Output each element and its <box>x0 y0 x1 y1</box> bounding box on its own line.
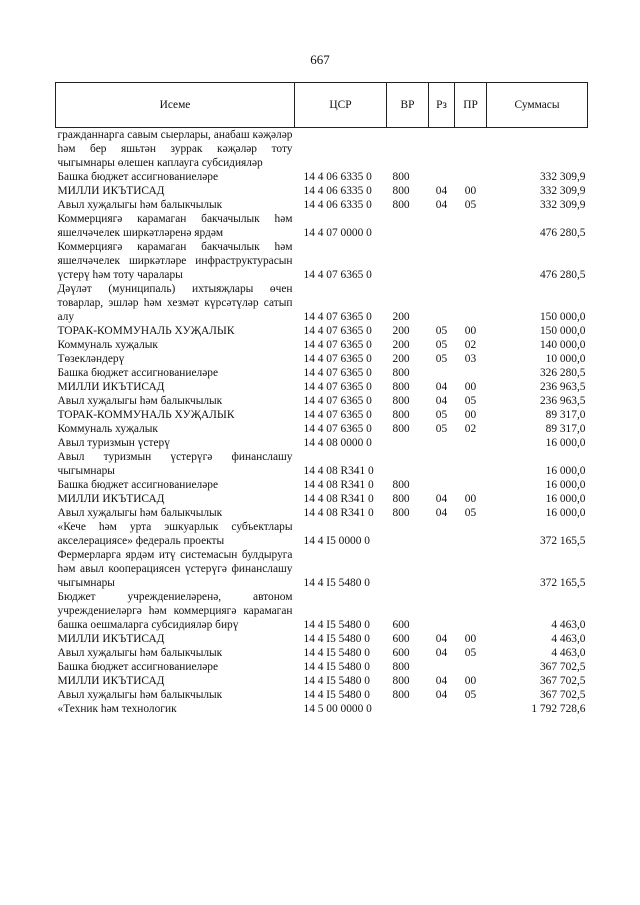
row-name: МИЛЛИ ИКЪТИСАД <box>57 493 165 505</box>
header-csr: ЦСР <box>295 83 387 128</box>
table-row <box>56 212 588 240</box>
row-rz <box>429 520 455 548</box>
row-sum: 326 280,5 <box>539 367 586 379</box>
row-rz: 05 <box>435 423 448 435</box>
table-row <box>56 548 588 590</box>
table-row <box>56 394 588 408</box>
row-rz <box>429 128 455 171</box>
table-row <box>56 520 588 548</box>
row-sum: 236 963,5 <box>539 381 586 393</box>
row-rz: 05 <box>435 325 448 337</box>
row-csr: 14 4 I5 5480 0 <box>303 647 370 659</box>
page-number: 667 <box>310 52 330 67</box>
row-sum: 10 000,0 <box>545 353 586 365</box>
row-rz <box>429 450 455 478</box>
row-sum: 16 000,0 <box>545 493 586 505</box>
row-csr: 14 4 08 R341 0 <box>303 507 374 519</box>
row-csr: 14 4 07 6365 0 <box>303 325 372 337</box>
row-csr: 14 4 07 6365 0 <box>303 339 372 351</box>
row-vr: 800 <box>392 409 410 421</box>
row-vr <box>387 212 429 240</box>
table-row <box>56 688 588 702</box>
row-csr: 14 4 I5 0000 0 <box>303 535 370 547</box>
row-pr: 05 <box>464 395 477 407</box>
row-name: МИЛЛИ ИКЪТИСАД <box>57 675 165 687</box>
row-vr <box>387 436 429 450</box>
row-sum: 372 165,5 <box>539 535 586 547</box>
row-name: «Техник һәм технологик <box>57 703 177 715</box>
row-pr <box>455 660 487 674</box>
row-rz: 05 <box>435 409 448 421</box>
row-rz: 04 <box>435 647 448 659</box>
row-csr: 14 4 07 6365 0 <box>303 367 372 379</box>
row-sum <box>487 128 588 171</box>
row-rz <box>429 478 455 492</box>
row-sum: 4 463,0 <box>551 633 586 645</box>
row-sum: 16 000,0 <box>545 437 586 449</box>
row-rz <box>429 240 455 282</box>
row-name: Коммуналь хуҗалык <box>57 423 158 435</box>
row-csr: 14 5 00 0000 0 <box>303 703 372 715</box>
row-csr: 14 4 06 6335 0 <box>303 171 372 183</box>
row-pr: 02 <box>464 339 477 351</box>
row-vr: 800 <box>392 199 410 211</box>
row-vr: 200 <box>392 325 410 337</box>
row-vr: 800 <box>392 395 410 407</box>
table-row <box>56 170 588 184</box>
row-sum: 332 309,9 <box>539 199 586 211</box>
row-sum: 236 963,5 <box>539 395 586 407</box>
table-body <box>56 128 588 717</box>
row-vr: 800 <box>392 381 410 393</box>
row-pr <box>455 212 487 240</box>
row-csr: 14 4 07 6365 0 <box>303 269 372 281</box>
row-csr: 14 4 I5 5480 0 <box>303 661 370 673</box>
row-vr <box>387 520 429 548</box>
row-vr <box>387 240 429 282</box>
row-vr: 800 <box>392 185 410 197</box>
row-name: МИЛЛИ ИКЪТИСАД <box>57 185 165 197</box>
row-pr: 02 <box>464 423 477 435</box>
row-sum: 140 000,0 <box>539 339 586 351</box>
row-pr <box>455 590 487 632</box>
table-row <box>56 632 588 646</box>
table-row <box>56 646 588 660</box>
row-name: «Кече һәм урта эшкуарлык субъектлары акселерациясе» федераль проекты <box>57 521 293 547</box>
row-rz <box>429 366 455 380</box>
row-pr: 00 <box>464 675 477 687</box>
table-row <box>56 366 588 380</box>
row-vr: 800 <box>392 675 410 687</box>
row-vr: 200 <box>392 353 410 365</box>
row-rz: 04 <box>435 199 448 211</box>
row-rz: 04 <box>435 493 448 505</box>
table-row <box>56 240 588 282</box>
row-pr: 00 <box>464 325 477 337</box>
row-vr: 200 <box>392 339 410 351</box>
row-vr: 800 <box>392 171 410 183</box>
header-pr: ПР <box>455 83 487 128</box>
row-name: Авыл хуҗалыгы һәм балыкчылык <box>57 689 223 701</box>
row-sum: 372 165,5 <box>539 577 586 589</box>
row-csr: 14 4 07 6365 0 <box>303 423 372 435</box>
row-vr: 800 <box>392 689 410 701</box>
row-rz <box>429 548 455 590</box>
table-row <box>56 282 588 324</box>
row-sum: 16 000,0 <box>545 507 586 519</box>
row-rz <box>429 212 455 240</box>
row-name: Төзекләндерү <box>57 353 125 365</box>
row-sum: 89 317,0 <box>545 423 586 435</box>
row-name: Авыл хуҗалыгы һәм балыкчылык <box>57 507 223 519</box>
header-vr: ВР <box>387 83 429 128</box>
row-name: Башка бюджет ассигнованиеләре <box>57 171 219 183</box>
row-vr: 600 <box>392 647 410 659</box>
row-csr: 14 4 I5 5480 0 <box>303 577 370 589</box>
row-sum: 89 317,0 <box>545 409 586 421</box>
row-vr: 800 <box>392 367 410 379</box>
row-rz: 04 <box>435 381 448 393</box>
row-vr: 200 <box>392 311 410 323</box>
row-name: Авыл хуҗалыгы һәм балыкчылык <box>57 199 223 211</box>
row-rz: 04 <box>435 633 448 645</box>
table-row <box>56 408 588 422</box>
row-name: Башка бюджет ассигнованиеләре <box>57 661 219 673</box>
row-pr <box>455 366 487 380</box>
row-pr <box>455 478 487 492</box>
table-row <box>56 128 588 171</box>
row-name: Коммерциягә карамаган бакчачылык һәм яшелчәчелек ширкәтләре инфраструктурасын үстерү һәм тоту чаралары <box>57 241 293 281</box>
row-pr <box>455 436 487 450</box>
row-sum: 332 309,9 <box>539 185 586 197</box>
row-name: Авыл хуҗалыгы һәм балыкчылык <box>57 395 223 407</box>
table-header <box>56 83 588 128</box>
header-rz: Рз <box>429 83 455 128</box>
table-row <box>56 702 588 716</box>
table-row <box>56 590 588 632</box>
row-sum: 476 280,5 <box>539 269 586 281</box>
row-name: гражданнарга савым сыерлары, анабаш кәҗәләр һәм бер яшьтән зуррак кәҗәләр тоту чыгымнары өлешен каплауга субсидияләр <box>57 129 293 169</box>
row-vr: 800 <box>392 493 410 505</box>
row-csr: 14 4 I5 5480 0 <box>303 619 370 631</box>
row-rz: 04 <box>435 395 448 407</box>
row-pr: 00 <box>464 185 477 197</box>
row-pr: 00 <box>464 381 477 393</box>
table-row <box>56 478 588 492</box>
table-row <box>56 338 588 352</box>
row-sum: 367 702,5 <box>539 661 586 673</box>
row-pr: 03 <box>464 353 477 365</box>
header-name: Исеме <box>56 83 295 128</box>
table-row <box>56 324 588 338</box>
row-pr <box>455 128 487 171</box>
row-pr <box>455 450 487 478</box>
row-name: Фермерларга ярдәм итү системасын булдыруга һәм авыл кооперациясен үстерүгә финанслашу чыгымнары <box>57 549 293 589</box>
table-row <box>56 674 588 688</box>
row-rz: 04 <box>435 507 448 519</box>
row-name: МИЛЛИ ИКЪТИСАД <box>57 381 165 393</box>
row-name: Башка бюджет ассигнованиеләре <box>57 479 219 491</box>
row-csr: 14 4 06 6335 0 <box>303 199 372 211</box>
table-row <box>56 436 588 450</box>
row-csr: 14 4 07 6365 0 <box>303 353 372 365</box>
row-pr: 05 <box>464 507 477 519</box>
row-pr: 05 <box>464 647 477 659</box>
row-name: Авыл туризмын үстерү <box>57 437 170 449</box>
row-rz: 04 <box>435 675 448 687</box>
row-csr: 14 4 08 0000 0 <box>303 437 372 449</box>
row-sum: 16 000,0 <box>545 479 586 491</box>
row-name: ТОРАК-КОММУНАЛЬ ХУҖАЛЫК <box>57 325 235 337</box>
row-name: ТОРАК-КОММУНАЛЬ ХУҖАЛЫК <box>57 409 235 421</box>
table-row <box>56 660 588 674</box>
row-csr: 14 4 08 R341 0 <box>303 493 374 505</box>
row-pr <box>455 548 487 590</box>
row-name: Коммуналь хуҗалык <box>57 339 158 351</box>
row-sum: 476 280,5 <box>539 227 586 239</box>
row-rz <box>429 660 455 674</box>
row-csr <box>295 128 387 171</box>
row-vr <box>387 548 429 590</box>
row-rz: 04 <box>435 185 448 197</box>
row-vr <box>387 128 429 171</box>
row-name: Бюджет учреждениеләренә, автоном учреждениеләргә һәм коммерциягә карамаган башка оешмаларга субсидияләр бирү <box>57 591 293 631</box>
table-row <box>56 380 588 394</box>
row-vr: 800 <box>392 479 410 491</box>
row-name: Башка бюджет ассигнованиеләре <box>57 367 219 379</box>
row-vr: 800 <box>392 661 410 673</box>
row-csr: 14 4 08 R341 0 <box>303 479 374 491</box>
table-row <box>56 422 588 436</box>
row-vr <box>387 702 429 716</box>
row-csr: 14 4 08 R341 0 <box>303 465 374 477</box>
row-vr: 600 <box>392 633 410 645</box>
table-row <box>56 198 588 212</box>
row-sum: 16 000,0 <box>545 465 586 477</box>
table-row <box>56 352 588 366</box>
row-sum: 150 000,0 <box>539 311 586 323</box>
row-rz: 05 <box>435 339 448 351</box>
row-pr: 05 <box>464 689 477 701</box>
row-pr <box>455 170 487 184</box>
row-pr <box>455 282 487 324</box>
row-sum: 4 463,0 <box>551 619 586 631</box>
row-pr: 00 <box>464 633 477 645</box>
row-csr: 14 4 07 0000 0 <box>303 227 372 239</box>
row-vr <box>387 450 429 478</box>
row-rz <box>429 170 455 184</box>
row-csr: 14 4 06 6335 0 <box>303 185 372 197</box>
table-row <box>56 184 588 198</box>
table-row <box>56 492 588 506</box>
row-csr: 14 4 07 6365 0 <box>303 311 372 323</box>
row-csr: 14 4 I5 5480 0 <box>303 689 370 701</box>
row-csr: 14 4 07 6365 0 <box>303 395 372 407</box>
row-csr: 14 4 07 6365 0 <box>303 381 372 393</box>
row-pr <box>455 240 487 282</box>
row-pr <box>455 520 487 548</box>
row-pr: 00 <box>464 409 477 421</box>
row-csr: 14 4 I5 5480 0 <box>303 633 370 645</box>
row-name: МИЛЛИ ИКЪТИСАД <box>57 633 165 645</box>
row-rz: 04 <box>435 689 448 701</box>
row-name: Коммерциягә карамаган бакчачылык һәм яшелчәчелек ширкәтләренә ярдәм <box>57 213 293 239</box>
budget-table <box>55 82 588 716</box>
table-row <box>56 450 588 478</box>
row-vr: 800 <box>392 507 410 519</box>
row-sum: 332 309,9 <box>539 171 586 183</box>
row-sum: 150 000,0 <box>539 325 586 337</box>
row-rz <box>429 702 455 716</box>
row-sum: 367 702,5 <box>539 675 586 687</box>
row-sum: 367 702,5 <box>539 689 586 701</box>
row-pr: 05 <box>464 199 477 211</box>
row-pr: 00 <box>464 493 477 505</box>
row-csr: 14 4 I5 5480 0 <box>303 675 370 687</box>
row-csr: 14 4 07 6365 0 <box>303 409 372 421</box>
row-rz: 05 <box>435 353 448 365</box>
row-name: Авыл хуҗалыгы һәм балыкчылык <box>57 647 223 659</box>
row-rz <box>429 282 455 324</box>
row-vr: 800 <box>392 423 410 435</box>
header-sum: Суммасы <box>487 83 588 128</box>
row-rz <box>429 590 455 632</box>
row-sum: 4 463,0 <box>551 647 586 659</box>
row-name: Дәүләт (муниципаль) ихтыяҗлары өчен товарлар, эшләр һәм хезмәт күрсәтүләр сатып алу <box>57 283 293 323</box>
row-sum: 1 792 728,6 <box>531 703 586 715</box>
row-vr: 600 <box>392 619 410 631</box>
row-rz <box>429 436 455 450</box>
row-pr <box>455 702 487 716</box>
table-row <box>56 506 588 520</box>
row-name: Авыл туризмын үстерүгә финанслашу чыгымнары <box>57 451 293 477</box>
